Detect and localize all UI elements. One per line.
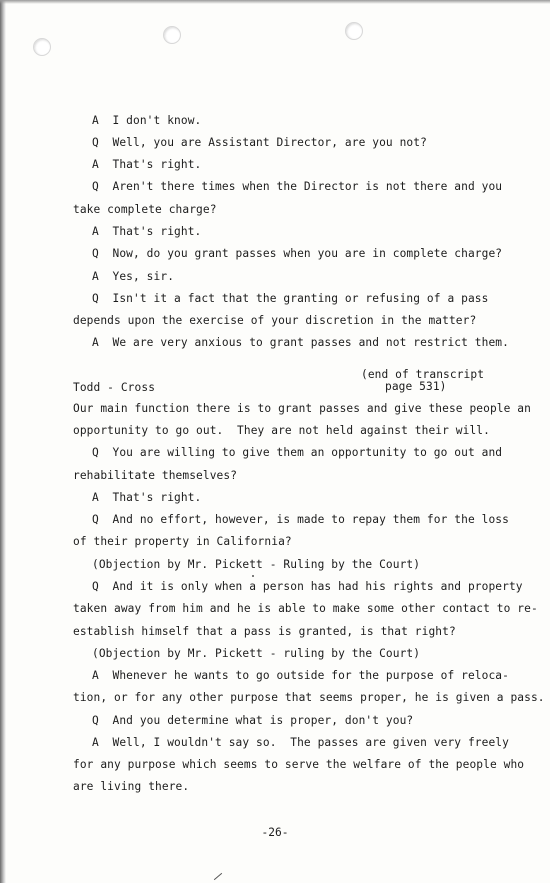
end-note-line: page 531) <box>385 380 447 393</box>
transcript-line: take complete charge? <box>73 203 217 216</box>
transcript-line: Q Isn't it a fact that the granting or refusing of a pass <box>92 292 489 305</box>
testimony-line: A That's right. <box>92 491 202 504</box>
testimony-line: Q You are willing to give them an opportunity to go out and <box>92 446 503 459</box>
punch-hole-icon <box>33 38 51 56</box>
transcript-line: A We are very anxious to grant passes and not restrict them. <box>92 336 509 349</box>
testimony-line: Our main function there is to grant passes and give these people an <box>73 402 531 415</box>
section-heading: Todd - Cross <box>73 381 156 394</box>
transcript-line: Q Well, you are Assistant Director, are you not? <box>92 136 427 149</box>
punch-hole-icon <box>345 22 363 40</box>
transcript-line: Q Aren't there times when the Director is not there and you <box>92 180 503 193</box>
stray-mark <box>252 575 254 577</box>
page-top-shadow <box>0 0 550 4</box>
transcript-line: depends upon the exercise of your discretion in the matter? <box>73 314 477 327</box>
testimony-line: Q And you determine what is proper, don't you? <box>92 714 414 727</box>
testimony-line: (Objection by Mr. Pickett - Ruling by the Court) <box>92 558 421 571</box>
testimony-line: tion, or for any other purpose that seems proper, he is given a pass. <box>73 691 545 704</box>
testimony-line: for any purpose which seems to serve the welfare of the people who <box>73 758 525 771</box>
testimony-line: A Well, I wouldn't say so. The passes are given very freely <box>92 736 509 749</box>
punch-hole-icon <box>163 26 181 44</box>
transcript-line: A I don't know. <box>92 114 202 127</box>
transcript-line: A That's right. <box>92 225 202 238</box>
transcript-line: Q Now, do you grant passes when you are in complete charge? <box>92 247 503 260</box>
testimony-line: establish himself that a pass is granted, is that right? <box>73 625 456 638</box>
transcript-line: A Yes, sir. <box>92 270 175 283</box>
page-number: -26- <box>261 826 289 839</box>
testimony-line: rehabilitate themselves? <box>73 469 238 482</box>
testimony-line: Q And no effort, however, is made to repay them for the loss <box>92 513 509 526</box>
testimony-line: opportunity to go out. They are not held against their will. <box>73 424 490 437</box>
transcript-line: A That's right. <box>92 158 202 171</box>
testimony-line: Q And it is only when a person has had his rights and property <box>92 580 523 593</box>
testimony-line: (Objection by Mr. Pickett - ruling by the Court) <box>92 647 421 660</box>
page-edge-shadow <box>0 0 6 883</box>
testimony-line: of their property in California? <box>73 535 292 548</box>
end-note-line: (end of transcript <box>361 368 485 381</box>
testimony-line: are living there. <box>73 780 190 793</box>
testimony-line: taken away from him and he is able to make some other contact to re- <box>73 602 538 615</box>
testimony-line: A Whenever he wants to go outside for the purpose of reloca- <box>92 669 509 682</box>
stray-mark <box>214 873 222 880</box>
